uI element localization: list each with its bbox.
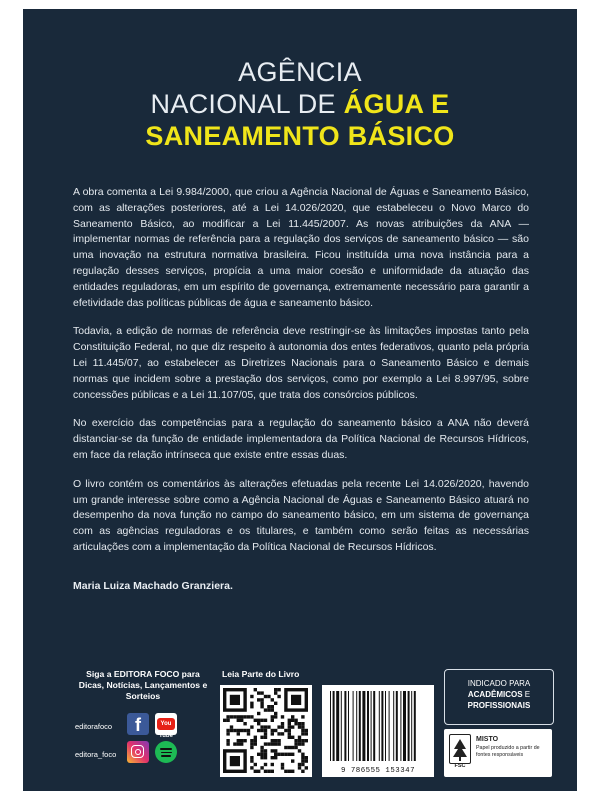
fsc-certification — [444, 729, 552, 777]
instagram-icon[interactable] — [127, 741, 149, 763]
title-line-2-plain: NACIONAL DE — [150, 89, 344, 119]
title-line-3: SANEAMENTO BÁSICO — [145, 121, 455, 151]
fsc-description: Papel produzido a partir de fontes responsáveis — [476, 745, 540, 758]
cover-title — [23, 56, 577, 152]
facebook-icon[interactable]: f — [127, 713, 149, 735]
synopsis — [73, 185, 529, 569]
audience-box — [444, 669, 554, 725]
barcode-bars — [328, 691, 428, 761]
synopsis-paragraph-1: A obra comenta a Lei 9.984/2000, que criou a Agência Nacional de Águas e Saneamento Básico, com as alterações posteriores, até a Lei 14.026/2020, que estabeleceu o Novo Marco do Saneamento Básico, ao modificar a Lei 11.445/2007. As novas atribuições da ANA — implementar normas de referência para a regulação dos serviços de saneamento básico — são uma inovação na estrutura normativa brasileira. Ficou instituída uma nova instância para a regulação desses serviços, propícia a uma maior coesão e uniformidade da atuação das entidades reguladoras, em um espírito de governança, extremamente necessário para garantir a efetividade das políticas públicas de água e saneamento básico. — [73, 186, 529, 309]
qr-code[interactable] — [220, 685, 312, 777]
facebook-handle: editorafoco — [75, 722, 113, 731]
qr-label: Leia Parte do Livro — [222, 669, 300, 679]
barcode — [322, 685, 434, 777]
audience-academicos: ACADÊMICOS — [467, 690, 523, 699]
instagram-handle: editora_foco — [75, 750, 117, 759]
title-line-2-highlight: ÁGUA E — [343, 89, 450, 119]
fsc-title: MISTO — [476, 736, 499, 743]
author-name: Maria Luiza Machado Granziera. — [73, 580, 233, 592]
title-line-2 — [23, 88, 577, 120]
audience-line-2 — [445, 689, 553, 700]
audience-profissionais: PROFISSIONAIS — [467, 701, 531, 710]
synopsis-paragraph-2: Todavia, a edição de normas de referência deve restringir-se às limitações impostas tanto pela Constituição Federal, no que diz respeito à autonomia dos entes federativos, quanto pela própria Lei 11.445/07, ao estabelecer as Diretrizes Nacionais para o Saneamento Básico e demais normas que incidem sobre a prestação dos serviços, como por exemplo a Lei 8.997/95, sobre concessões públicas e a Lei 11.107/05, que trata dos consórcios públicos. — [73, 325, 529, 401]
synopsis-paragraph-4: O livro contém os comentários às alterações efetuadas pela recente Lei 14.026/2020, havendo um grande interesse sobre como a Agência Nacional de Águas e Saneamento Básico atuará no desempenho da nova função no campo do saneamento básico, em um sistema de governança com as agências reguladoras e os titulares, e também como serão feitas as necessárias articulações com a implementação da Política Nacional de Recursos Hídricos. — [73, 477, 529, 553]
spotify-icon[interactable] — [155, 741, 177, 763]
youtube-label: You Tube — [157, 718, 175, 730]
audience-e: E — [522, 690, 531, 699]
title-line-1: AGÊNCIA — [238, 57, 362, 87]
follow-text: Siga a EDITORA FOCO para Dicas, Notícias, Lançamentos e Sorteios — [78, 669, 208, 701]
youtube-icon[interactable] — [155, 713, 177, 739]
synopsis-paragraph-3: No exercício das competências para a regulação do saneamento básico a ANA não deverá distanciar-se da função de entidade implementadora da Política Nacional de Recursos Hídricos, em face da relação intrínseca que existe entre essas duas. — [73, 417, 529, 461]
fsc-logo — [449, 734, 471, 764]
audience-line-1: INDICADO PARA — [467, 679, 531, 688]
book-back-cover — [23, 9, 577, 791]
qr-code-pattern — [220, 685, 312, 777]
isbn-number: 9 786555 153347 — [340, 767, 416, 775]
fsc-logo-text: FSC — [454, 763, 466, 769]
